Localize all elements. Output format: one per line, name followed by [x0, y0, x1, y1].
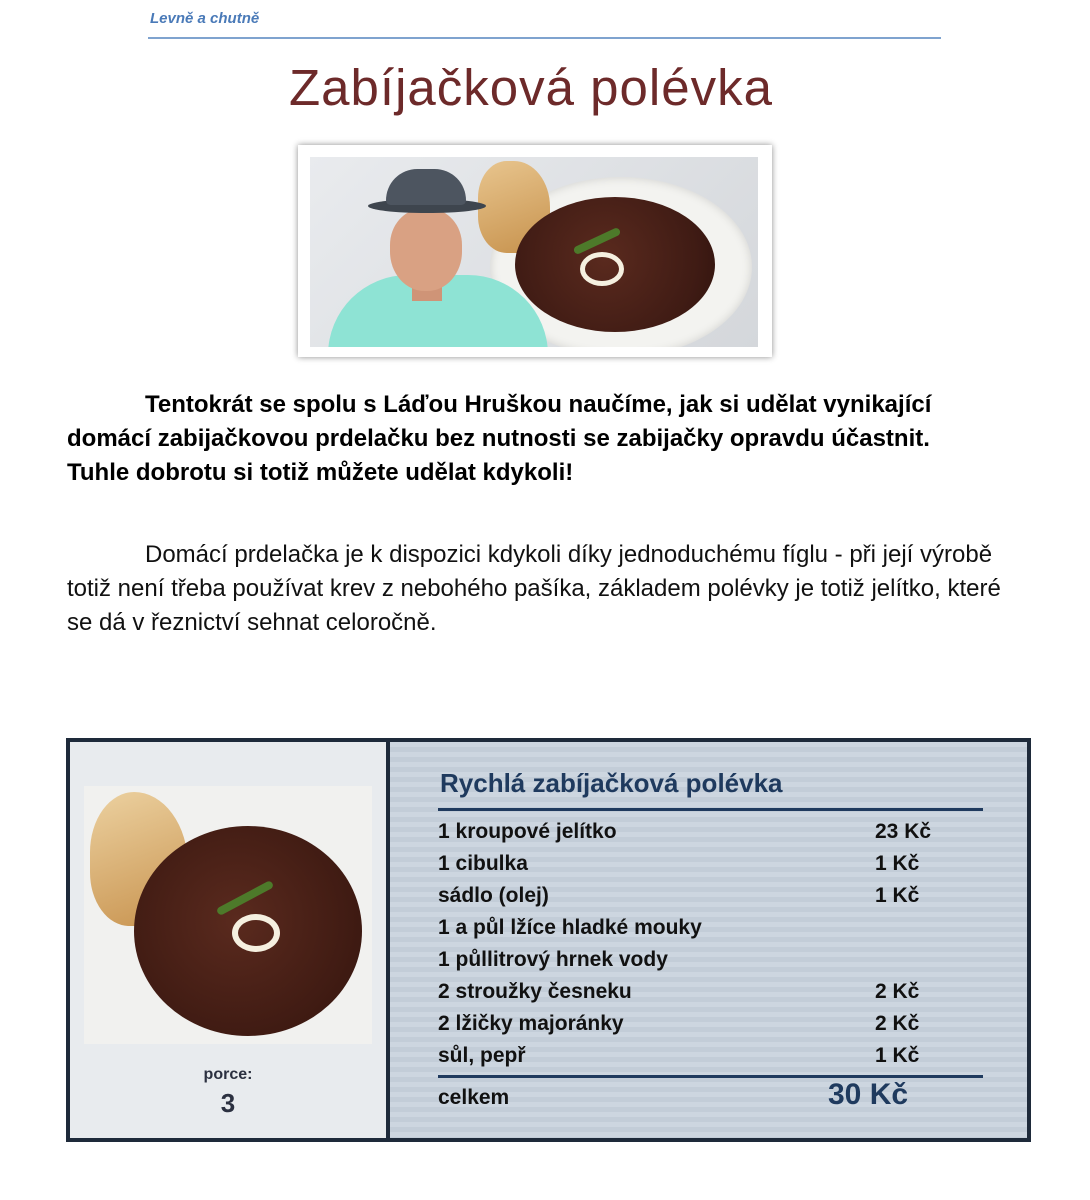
ingredient-name: 2 stroužky česneku — [438, 980, 632, 1003]
ingredient-name: 1 a půl lžíce hladké mouky — [438, 916, 702, 939]
ingredient-row — [438, 948, 983, 980]
ingredient-row — [438, 852, 983, 884]
recipe-card — [66, 738, 1031, 1142]
intro-text: Tentokrát se spolu s Láďou Hruškou naučíme, jak si udělat vynikající domácí zabijačkovou prdelačku bez nutnosti se zabijačky opravdu účastnit. Tuhle dobrotu si totiž můžete udělat kdykoli! — [67, 391, 932, 486]
intro-paragraph — [67, 388, 997, 490]
ingredient-name: 1 kroupové jelítko — [438, 820, 617, 843]
ingredient-price: 1 Kč — [875, 1044, 920, 1067]
chef-soup-photo — [298, 145, 772, 357]
face-shape — [390, 209, 462, 291]
body-text: Domácí prdelačka je k dispozici kdykoli díky jednoduchému fíglu - při její výrobě totiž není třeba používat krev z nebohého pašíka, základem polévky je totiž jelítko, které se dá v řeznictví sehnat celoročně. — [67, 541, 1001, 636]
ingredient-price: 23 Kč — [875, 820, 932, 843]
ingredient-row — [438, 820, 983, 852]
portions-label: porce: — [203, 1066, 253, 1083]
ingredient-row — [438, 1012, 983, 1044]
ingredient-name: 1 cibulka — [438, 852, 528, 875]
recipe-card-right-panel — [390, 742, 1027, 1138]
onion-ring-shape — [580, 252, 624, 286]
ingredient-price: 2 Kč — [875, 980, 920, 1003]
ingredient-name: sádlo (olej) — [438, 884, 549, 907]
ingredient-name: 1 půllitrový hrnek vody — [438, 948, 668, 971]
portions-value: 3 — [220, 1088, 236, 1118]
chef-figure — [324, 167, 554, 347]
ingredient-name: 2 lžičky majoránky — [438, 1012, 624, 1035]
ingredient-row — [438, 1044, 983, 1076]
header-label: Levně a chutně — [150, 10, 260, 27]
ingredient-price: 1 Kč — [875, 852, 920, 875]
ingredient-row — [438, 980, 983, 1012]
body-paragraph — [67, 538, 1027, 640]
recipe-card-left-panel — [70, 742, 386, 1138]
hat-top-shape — [386, 169, 466, 205]
total-value: 30 Kč — [828, 1078, 909, 1111]
ingredient-name: sůl, pepř — [438, 1044, 526, 1067]
page-title: Zabíjačková polévka — [289, 59, 773, 116]
ingredient-price: 2 Kč — [875, 1012, 920, 1035]
title-rule — [438, 808, 983, 811]
onion-ring-shape — [232, 914, 280, 952]
total-label: celkem — [438, 1086, 510, 1109]
recipe-title: Rychlá zabíjačková polévka — [440, 768, 783, 798]
photo-scene — [310, 157, 758, 347]
ingredient-row — [438, 916, 983, 948]
soup-bowl-photo — [84, 786, 372, 1044]
header-rule — [148, 37, 941, 39]
ingredient-row — [438, 884, 983, 916]
ingredient-price: 1 Kč — [875, 884, 920, 907]
